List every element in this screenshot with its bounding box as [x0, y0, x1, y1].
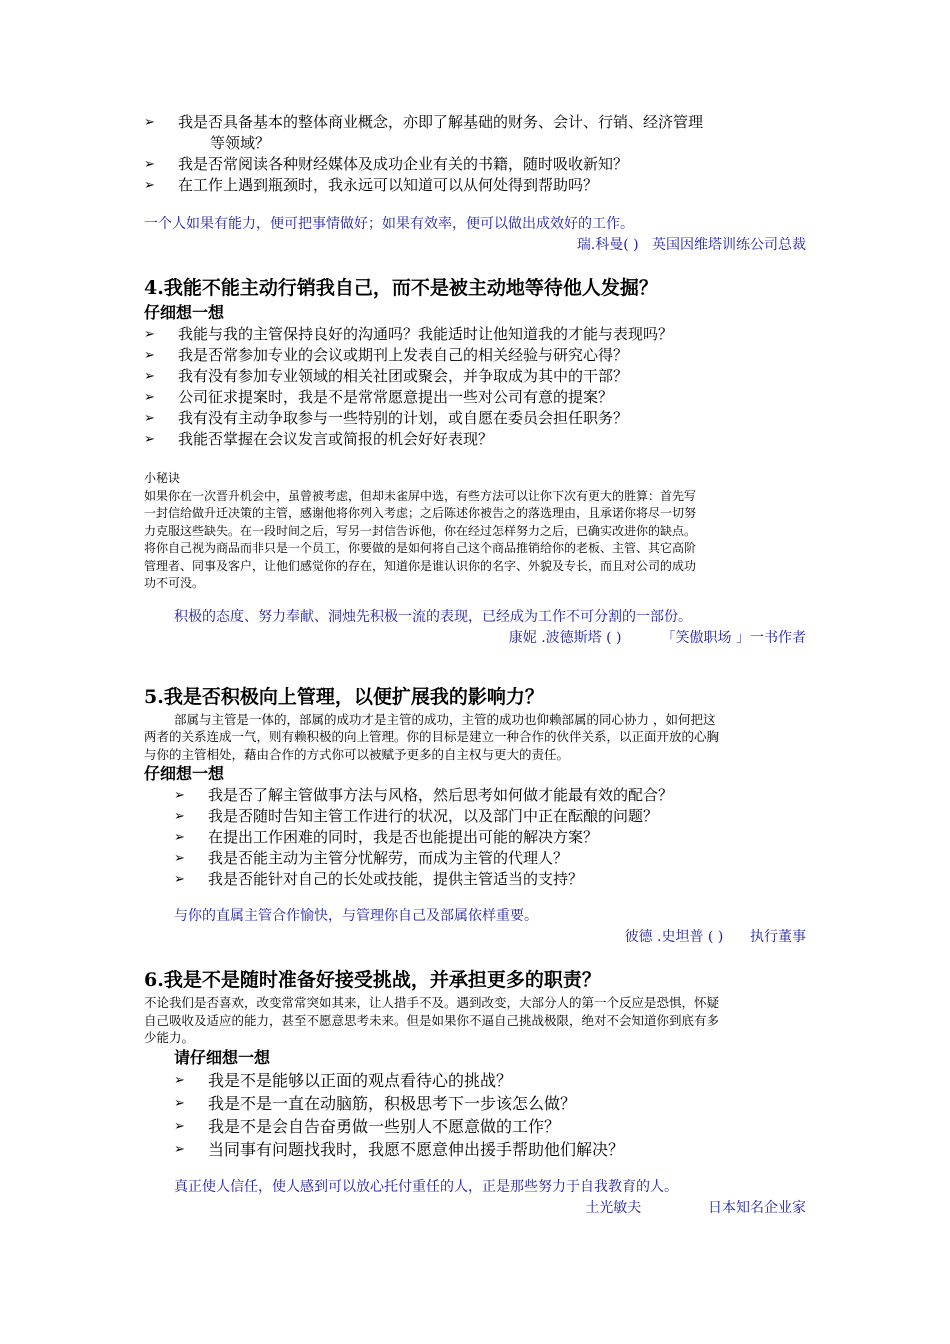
- section-paragraph: 不论我们是否喜欢，改变常常突如其来，让人措手不及。遇到改变，大部分人的第一个反应是恐惧，怀疑 自己吸收及适应的能力，甚至不愿意思考未来。但是如果你不逼自己挑战极限，绝对不会知道你到底有多 少能力。: [144, 995, 720, 1045]
- arrow-bullet-icon: ➢: [174, 830, 185, 845]
- section-subheading: 仔细想一想: [144, 303, 225, 322]
- tip-paragraph: 如果你在一次晋升机会中，虽曾被考虑，但却未雀屏中选，有些方法可以让你下次有更大的胜算：首先写 一封信给做升迁决策的主管，感谢他将你列入考虑；之后陈述你被告之的落选理由，且承诺你将尽一切努 力克服这些缺失。在一段时间之后，写另一封信告诉他，你在经过怎样努力之后，已确实改进你的缺点。 将你自己视为商品而非只是一个员工，你要做的是如何将自己这个商品推销给你的老板、主管、其它高阶 管理者、同事及客户，让他们感觉你的存在，知道你是谁认识你的名字、外貌及专长，而且对公司的成功 功不可没。: [144, 488, 697, 590]
- list-item: ➢ 我是不是会自告奋勇做一些别人不愿意做的工作？: [174, 1116, 561, 1136]
- list-item: ➢ 我能与我的主管保持良好的沟通吗？我能适时让他知道我的才能与表现吗？: [144, 325, 674, 343]
- attribution-title: 执行董事: [750, 929, 806, 945]
- quote-text: 真正使人信任，使人感到可以放心托付重任的人，正是那些努力于自我教育的人。: [174, 1178, 678, 1195]
- list-item: ➢ 我是否常阅读各种财经媒体及成功企业有关的书籍，随时吸收新知？: [144, 155, 629, 173]
- section-heading: 6.我是不是随时准备好接受挑战，并承担更多的职责？: [144, 969, 601, 991]
- section-paragraph: 部属与主管是一体的，部属的成功才是主管的成功，主管的成功也仰赖部属的同心协力 ，如何把这 两者的关系连成一气，则有赖积极的向上管理。你的目标是建立一种合作的伙伴关系，以正面开放的心胸 与你的主管相处，藉由合作的方式你可以被赋予更多的自主权与更大的责任。: [144, 711, 720, 762]
- list-item: ➢ 我能否掌握在会议发言或简报的机会好好表现？: [144, 430, 494, 448]
- section-subheading: 请仔细想一想: [174, 1047, 271, 1067]
- attribution-title: 「笑傲职场 」一书作者: [661, 629, 806, 646]
- list-item: ➢ 我是否了解主管做事方法与风格，然后思考如何做才能最有效的配合？: [174, 786, 674, 804]
- arrow-bullet-icon: ➢: [144, 369, 155, 384]
- attribution-name: 土光敏夫: [585, 1199, 642, 1216]
- arrow-bullet-icon: ➢: [174, 872, 185, 887]
- section3-bullet-list: [144, 112, 810, 196]
- attribution-name: 瑞.科曼( ): [576, 237, 639, 253]
- list-item: ➢ 当同事有问题找我时，我愿不愿意伸出援手帮助他们解决？: [174, 1139, 625, 1159]
- section-subheading: 仔细想一想: [144, 764, 225, 783]
- quote-attribution: [144, 927, 810, 948]
- arrow-bullet-icon: ➢: [174, 1072, 185, 1088]
- list-item: ➢ 我是否能针对自己的长处或技能，提供主管适当的支持？: [174, 870, 584, 888]
- list-item: ➢ 我是不是一直在动脑筋，积极思考下一步该怎么做？: [174, 1093, 577, 1113]
- arrow-bullet-icon: ➢: [174, 809, 185, 824]
- arrow-bullet-icon: ➢: [144, 115, 155, 130]
- list-item: ➢ 公司征求提案时，我是不是常常愿意提出一些对公司有意的提案？: [144, 388, 614, 406]
- section6-bullet-list: [144, 1069, 810, 1161]
- attribution-title: 日本知名企业家: [708, 1199, 806, 1216]
- section5-bullet-list: [144, 785, 810, 890]
- section-heading: 5.我是否积极向上管理，以便扩展我的影响力？: [144, 685, 544, 708]
- list-item: ➢ 我是否能主动为主管分忧解劳，而成为主管的代理人？: [174, 849, 569, 867]
- list-item: ➢ 我有没有主动争取参与一些特别的计划，或自愿在委员会担任职务？: [144, 409, 629, 427]
- quote-text: 与你的直属主管合作愉快，与管理你自己及部属依样重要。: [174, 908, 538, 924]
- list-item: ➢ 我有没有参加专业领域的相关社团或聚会，并争取成为其中的干部？: [144, 367, 629, 385]
- arrow-bullet-icon: ➢: [144, 327, 155, 342]
- list-item: ➢ 我是不是能够以正面的观点看待心的挑战？: [174, 1070, 513, 1090]
- list-item: ➢ 我是否具备基本的整体商业概念，亦即了解基础的财务、会计、行销、经济管理 等领域？: [144, 113, 704, 152]
- quote-text: 一个人如果有能力，便可把事情做好；如果有效率，便可以做出成效好的工作。: [144, 216, 634, 232]
- attribution-title: 英国因维塔训练公司总裁: [652, 237, 806, 253]
- arrow-bullet-icon: ➢: [144, 348, 155, 363]
- attribution-name: 彼德 .史坦普 ( ): [624, 929, 724, 945]
- list-item: ➢ 我是否常参加专业的会议或期刊上发表自己的相关经验与研究心得？: [144, 346, 629, 364]
- arrow-bullet-icon: ➢: [174, 851, 185, 866]
- list-item: ➢ 在提出工作困难的同时，我是否也能提出可能的解决方案？: [174, 828, 599, 846]
- arrow-bullet-icon: ➢: [144, 157, 155, 172]
- arrow-bullet-icon: ➢: [174, 1118, 185, 1134]
- arrow-bullet-icon: ➢: [174, 788, 185, 803]
- arrow-bullet-icon: ➢: [174, 1095, 185, 1111]
- section4-bullet-list: [144, 324, 810, 450]
- quote-attribution: [144, 235, 810, 256]
- quote-attribution: [144, 1198, 810, 1219]
- section-heading: 4.我能不能主动行销我自己，而不是被主动地等待他人发掘？: [144, 277, 658, 299]
- attribution-name: 康妮 .波德斯塔 ( ): [508, 629, 622, 646]
- arrow-bullet-icon: ➢: [144, 178, 155, 193]
- list-item: ➢ 在工作上遇到瓶颈时，我永远可以知道可以从何处得到帮助吗？: [144, 176, 599, 194]
- arrow-bullet-icon: ➢: [174, 1141, 185, 1157]
- quote-attribution: [144, 628, 810, 649]
- arrow-bullet-icon: ➢: [144, 390, 155, 405]
- arrow-bullet-icon: ➢: [144, 432, 155, 447]
- quote-text: 积极的态度、努力奉献、洞烛先积极一流的表现，已经成为工作不可分割的一部份。: [174, 608, 692, 625]
- arrow-bullet-icon: ➢: [144, 411, 155, 426]
- tip-title: 小秘诀: [144, 471, 181, 485]
- list-item: ➢ 我是否随时告知主管工作进行的状况，以及部门中正在酝酿的问题？: [174, 807, 659, 825]
